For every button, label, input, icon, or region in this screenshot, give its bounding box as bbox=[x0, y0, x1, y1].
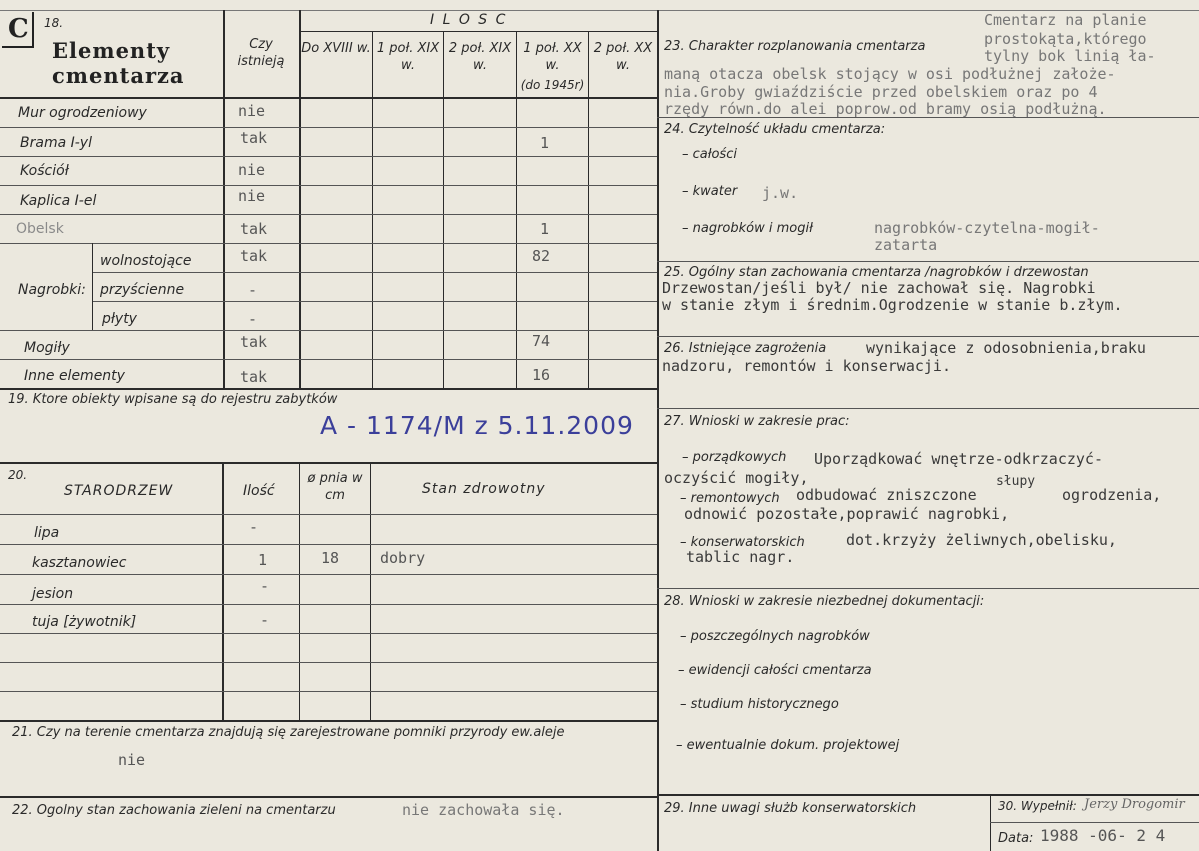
q26-label: 26. Istniejące zagrożenia bbox=[664, 341, 827, 356]
tree-name: tuja [żywotnik] bbox=[32, 614, 137, 630]
q26-line: nadzoru, remontów i konserwacji. bbox=[662, 357, 951, 375]
row-line bbox=[0, 544, 657, 545]
q23-line: maną otacza obelsk stojący w osi podłużnej założe- bbox=[664, 65, 1116, 83]
q23-label: 23. Charakter rozplanowania cmentarza bbox=[664, 39, 926, 54]
q28-label: 28. Wnioski w zakresie niezbednej dokumentacji: bbox=[664, 594, 985, 609]
grid-line bbox=[0, 388, 657, 390]
row-label: Brama I-yl bbox=[20, 135, 92, 151]
row-label: Inne elementy bbox=[24, 368, 125, 384]
tree-name: lipa bbox=[34, 525, 60, 541]
section-line bbox=[657, 794, 1199, 796]
q22-value: nie zachowała się. bbox=[402, 801, 565, 819]
row-line bbox=[0, 574, 657, 575]
q21-value: nie bbox=[118, 751, 146, 769]
row-line bbox=[0, 214, 657, 215]
section-line bbox=[657, 408, 1199, 409]
row-line bbox=[0, 514, 657, 515]
q20-header-diameter: ø pnia w cm bbox=[307, 471, 363, 503]
q25-label: 25. Ogólny stan zachowania cmentarza /nagrobków i drzewostan bbox=[664, 265, 1089, 280]
q25-line: Drzewostan/jeśli był/ nie zachował się. Nagrobki bbox=[662, 279, 1096, 297]
row-line bbox=[0, 691, 657, 692]
q27-item: – porządkowych bbox=[682, 450, 787, 465]
q29-label: 29. Inne uwagi służb konserwatorskich bbox=[664, 801, 917, 816]
grid-line bbox=[299, 31, 657, 32]
section-line bbox=[990, 822, 1199, 823]
row-exists: tak bbox=[240, 368, 268, 386]
header-col-1: Do XVIII w. bbox=[301, 41, 371, 56]
corner-box bbox=[2, 12, 34, 48]
q30-label: 30. Wypełnił: bbox=[998, 799, 1077, 813]
q27-value: oczyścić mogiły, bbox=[664, 469, 809, 487]
grid-line bbox=[588, 31, 589, 388]
tree-name: kasztanowiec bbox=[32, 555, 127, 571]
tree-name: jesion bbox=[32, 586, 74, 602]
grid-line bbox=[443, 31, 444, 388]
row-count: 1 bbox=[540, 220, 550, 238]
grid-line bbox=[299, 10, 301, 388]
tree-health: dobry bbox=[380, 549, 426, 567]
q24-value: j.w. bbox=[762, 184, 799, 202]
row-line bbox=[0, 359, 657, 360]
header-exists: Czy istnieją bbox=[237, 37, 285, 69]
row-line bbox=[0, 604, 657, 605]
q24-label: 24. Czytelność układu cmentarza: bbox=[664, 122, 886, 137]
grid-line bbox=[370, 462, 371, 720]
grid-line bbox=[222, 462, 224, 720]
row-exists: tak bbox=[240, 220, 268, 238]
q26-line: wynikające z odosobnienia,braku bbox=[866, 339, 1146, 357]
row-label: Kościół bbox=[20, 163, 69, 179]
q27-value: tablic nagr. bbox=[686, 548, 795, 566]
grid-line bbox=[0, 462, 657, 464]
q27-value: słupy bbox=[996, 474, 1036, 489]
q28-item: – studium historycznego bbox=[680, 697, 839, 712]
row-exists: nie bbox=[238, 161, 266, 179]
header-col-2: 1 poł. XIX w. bbox=[376, 41, 440, 73]
q27-item: – remontowych bbox=[680, 491, 780, 506]
q20-header-name: STARODRZEW bbox=[64, 483, 174, 499]
q19-label: 19. Ktore obiekty wpisane są do rejestru zabytków bbox=[8, 392, 338, 407]
row-line bbox=[0, 156, 657, 157]
row-exists: - bbox=[248, 281, 258, 299]
header-col-5: 2 poł. XX w. bbox=[593, 41, 653, 73]
row-label: Mur ogrodzeniowy bbox=[18, 105, 147, 121]
section-line bbox=[657, 336, 1199, 337]
row-exists: nie bbox=[238, 102, 266, 120]
q24-value: nagrobków-czytelna-mogił- bbox=[874, 219, 1100, 237]
q27-item: – konserwatorskich bbox=[680, 535, 805, 550]
q20-header-health: Stan zdrowotny bbox=[422, 481, 546, 497]
row-label: płyty bbox=[102, 311, 137, 327]
grid-line bbox=[0, 720, 657, 722]
q30-date-label: Data: bbox=[998, 831, 1034, 846]
q20-header-count: Ilość bbox=[243, 483, 275, 499]
q27-value: odbudować zniszczone bbox=[796, 486, 977, 504]
q20-number: 20. bbox=[8, 468, 28, 482]
header-col-4: 1 poł. XX w. bbox=[523, 41, 582, 73]
q30-date-value: 1988 -06- 2 4 bbox=[1040, 826, 1166, 845]
grid-line bbox=[372, 31, 373, 388]
q28-item: – ewidencji całości cmentarza bbox=[678, 663, 872, 678]
corner-letter: C bbox=[8, 14, 29, 44]
q23-line: rzędy równ.do alei poprow.od bramy osią podłużną. bbox=[664, 100, 1107, 118]
title-line-2: cmentarza bbox=[52, 63, 185, 88]
center-divider bbox=[657, 10, 659, 851]
tree-count: - bbox=[260, 611, 270, 629]
q24-item: – nagrobków i mogił bbox=[682, 221, 813, 236]
q27-label: 27. Wnioski w zakresie prac: bbox=[664, 414, 850, 429]
row-count: 1 bbox=[540, 134, 550, 152]
row-line bbox=[0, 633, 657, 634]
row-exists: tak bbox=[240, 333, 268, 351]
header-ilosc: I L O S C bbox=[430, 12, 508, 28]
section-line bbox=[657, 261, 1199, 262]
q28-item: – poszczególnych nagrobków bbox=[680, 629, 870, 644]
tree-count: - bbox=[260, 577, 270, 595]
row-exists: nie bbox=[238, 187, 266, 205]
q24-value: zatarta bbox=[874, 236, 938, 254]
row-count: 82 bbox=[532, 247, 551, 265]
row-label: Kaplica I-el bbox=[20, 193, 97, 209]
row-label: wolnostojące bbox=[100, 253, 192, 269]
q24-item: – kwater bbox=[682, 184, 738, 199]
q21-label: 21. Czy na terenie cmentarza znajdują się zarejestrowane pomniki przyrody ew.aleje bbox=[12, 725, 565, 740]
tree-diameter: 18 bbox=[321, 549, 340, 567]
q19-value: A - 1174/M z 5.11.2009 bbox=[320, 411, 634, 440]
grid-line bbox=[516, 31, 517, 388]
row-label: Obelsk bbox=[16, 221, 64, 237]
grid-line bbox=[92, 243, 93, 330]
tree-count: - bbox=[249, 518, 259, 536]
row-line bbox=[92, 301, 657, 302]
q24-item: – całości bbox=[682, 147, 737, 162]
q27-value: dot.krzyży żeliwnych,obelisku, bbox=[846, 531, 1117, 549]
q27-value: Uporządkować wnętrze-odkrzaczyć- bbox=[814, 450, 1103, 468]
nagrobki-label: Nagrobki: bbox=[18, 282, 86, 298]
q27-value: odnowić pozostałe,poprawić nagrobki, bbox=[684, 505, 1010, 523]
title-line-1: Elementy bbox=[52, 38, 171, 63]
grid-line bbox=[0, 796, 657, 798]
header-col-4-note: (do 1945r) bbox=[520, 78, 585, 92]
q23-line: Cmentarz na planie bbox=[984, 11, 1147, 29]
q25-line: w stanie złym i średnim.Ogrodzenie w stanie b.złym. bbox=[662, 296, 1123, 314]
row-label: Mogiły bbox=[24, 340, 70, 356]
q23-line: prostokąta,którego bbox=[984, 30, 1147, 48]
grid-line bbox=[0, 97, 657, 99]
row-exists: - bbox=[248, 310, 258, 328]
row-line bbox=[0, 330, 657, 331]
tree-count: 1 bbox=[258, 551, 268, 569]
section-line bbox=[657, 588, 1199, 589]
row-line bbox=[92, 272, 657, 273]
q30-name: Jerzy Drogomir bbox=[1084, 797, 1185, 812]
row-label: przyścienne bbox=[100, 282, 185, 298]
row-line bbox=[0, 185, 657, 186]
section-number: 18. bbox=[44, 16, 64, 30]
row-line bbox=[0, 243, 657, 244]
q28-item: – ewentualnie dokum. projektowej bbox=[676, 738, 900, 753]
q22-label: 22. Ogolny stan zachowania zieleni na cmentarzu bbox=[12, 803, 336, 818]
q23-line: tylny bok linią ła- bbox=[984, 47, 1156, 65]
header-col-3: 2 poł. XIX w. bbox=[448, 41, 512, 73]
row-exists: tak bbox=[240, 129, 268, 147]
q27-value: ogrodzenia, bbox=[1062, 486, 1162, 504]
row-line bbox=[0, 662, 657, 663]
row-exists: tak bbox=[240, 247, 268, 265]
q23-line: nia.Groby gwiaździście przed obelskiem oraz po 4 bbox=[664, 83, 1098, 101]
row-count: 74 bbox=[532, 332, 551, 350]
row-count: 16 bbox=[532, 366, 551, 384]
row-line bbox=[0, 127, 657, 128]
